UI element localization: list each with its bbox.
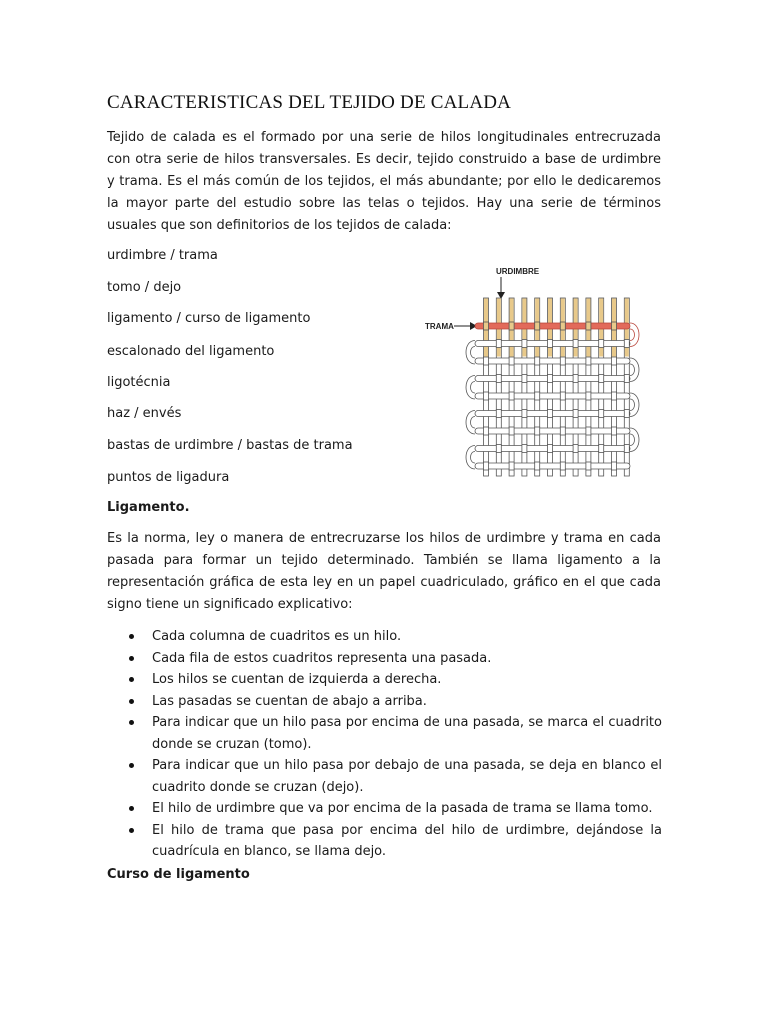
page-title: CARACTERISTICAS DEL TEJIDO DE CALADA: [107, 92, 512, 113]
warp-over-point: [548, 340, 553, 348]
warp-over-point: [484, 357, 489, 365]
warp-over-point: [548, 410, 553, 418]
weft-thread: [475, 463, 630, 469]
term-item: haz / envés: [107, 406, 182, 421]
warp-over-point: [522, 340, 527, 348]
weft-turn-loop: [471, 417, 476, 429]
term-item: urdimbre / trama: [107, 248, 218, 263]
bullet-dot: [129, 806, 134, 811]
section-heading-ligamento: Ligamento.: [107, 500, 190, 515]
list-item: Para indicar que un hilo pasa por debajo de una pasada, se deja en blanco el cuadrito donde se cruzan (dejo).: [128, 755, 662, 798]
list-item: Cada columna de cuadritos es un hilo.: [128, 626, 662, 648]
warp-over-point: [560, 357, 565, 365]
warp-over-point: [560, 392, 565, 400]
warp-over-point: [535, 357, 540, 365]
warp-over-point: [560, 427, 565, 435]
ligamento-bullet-list: [128, 626, 662, 863]
weft-turn-loop: [630, 434, 635, 446]
weft-turn-loop: [630, 364, 635, 376]
term-item: puntos de ligadura: [107, 470, 230, 485]
warp-over-point: [509, 357, 514, 365]
warp-over-point: [612, 427, 617, 435]
weft-thread: [475, 358, 630, 364]
warp-over-point: [484, 462, 489, 470]
warp-over-point: [573, 340, 578, 348]
urdimbre-label: URDIMBRE: [496, 267, 540, 276]
list-item: Las pasadas se cuentan de abajo a arriba.: [128, 691, 662, 713]
warp-over-point: [535, 462, 540, 470]
warp-over-point: [522, 445, 527, 453]
warp-over-point: [624, 375, 629, 383]
warp-over-point: [509, 427, 514, 435]
bullet-dot: [129, 763, 134, 768]
bullet-dot: [129, 699, 134, 704]
warp-over-point: [599, 340, 604, 348]
warp-over-point: [509, 322, 514, 330]
warp-over-point: [624, 340, 629, 348]
warp-over-point: [496, 375, 501, 383]
warp-over-point: [560, 462, 565, 470]
warp-over-point: [509, 462, 514, 470]
warp-over-point: [599, 410, 604, 418]
ligamento-paragraph: Es la norma, ley o manera de entrecruzarse los hilos de urdimbre y trama en cada pasada para formar un tejido determinado. También se llama ligamento a la representación gráfica de esta ley en un papel cuadriculado, gráfico en el que cada signo tiene un significado explicativo:: [107, 531, 661, 612]
term-item: escalonado del ligamento: [107, 344, 275, 359]
warp-over-point: [624, 410, 629, 418]
warp-over-point: [599, 375, 604, 383]
warp-over-point: [586, 462, 591, 470]
weft-turn-loop: [471, 382, 476, 394]
bullet-dot: [129, 677, 134, 682]
warp-over-point: [522, 410, 527, 418]
warp-over-point: [612, 462, 617, 470]
warp-over-point: [586, 357, 591, 365]
weft-turn-loop: [630, 399, 635, 411]
list-item: Para indicar que un hilo pasa por encima de una pasada, se marca el cuadrito donde se cruzan (tomo).: [128, 712, 662, 755]
warp-over-point: [560, 322, 565, 330]
warp-over-point: [535, 392, 540, 400]
warp-over-point: [586, 392, 591, 400]
trama-label: TRAMA: [425, 322, 454, 331]
warp-over-point: [573, 375, 578, 383]
weft-turn-loop: [471, 347, 476, 359]
list-item: Los hilos se cuentan de izquierda a derecha.: [128, 669, 662, 691]
warp-over-point: [573, 410, 578, 418]
warp-over-point: [548, 375, 553, 383]
section-heading-curso: Curso de ligamento: [107, 867, 250, 882]
warp-over-point: [586, 427, 591, 435]
warp-over-point: [496, 445, 501, 453]
term-item: ligamento / curso de ligamento: [107, 311, 311, 326]
weave-diagram: [420, 262, 640, 484]
warp-over-point: [612, 322, 617, 330]
weave-illustration: [420, 262, 640, 484]
weft-thread: [475, 393, 630, 399]
warp-over-point: [484, 392, 489, 400]
weave-grid: [466, 298, 639, 476]
bullet-dot: [129, 720, 134, 725]
weft-thread: [475, 428, 630, 434]
warp-over-point: [484, 322, 489, 330]
intro-paragraph: Tejido de calada es el formado por una serie de hilos longitudinales entrecruzada con otra serie de hilos transversales. Es decir, tejido construido a base de urdimbre y trama. Es el más común de los tejidos, el más abundante; por ello le dedicaremos la mayor parte del estudio sobre las telas o tejidos. Hay una serie de términos usuales que son definitorios de los tejidos de calada:: [107, 130, 661, 233]
warp-over-point: [586, 322, 591, 330]
term-item: tomo / dejo: [107, 280, 182, 295]
warp-over-point: [522, 375, 527, 383]
list-item: Cada fila de estos cuadritos representa una pasada.: [128, 648, 662, 670]
term-item: ligotécnia: [107, 375, 171, 390]
warp-over-point: [496, 340, 501, 348]
weft-turn-loop: [630, 329, 635, 341]
list-item: El hilo de trama que pasa por encima del hilo de urdimbre, dejándose la cuadrícula en blanco, se llama dejo.: [128, 820, 662, 863]
warp-over-point: [535, 427, 540, 435]
bullet-dot: [129, 828, 134, 833]
weft-turn-loop: [471, 452, 476, 464]
warp-over-point: [573, 445, 578, 453]
bullet-dot: [129, 656, 134, 661]
warp-over-point: [612, 357, 617, 365]
list-item: El hilo de urdimbre que va por encima de la pasada de trama se llama tomo.: [128, 798, 662, 820]
warp-over-point: [496, 410, 501, 418]
warp-over-point: [612, 392, 617, 400]
term-item: bastas de urdimbre / bastas de trama: [107, 438, 353, 453]
warp-over-point: [484, 427, 489, 435]
warp-over-point: [548, 445, 553, 453]
warp-over-point: [624, 445, 629, 453]
weft-thread-highlighted: [475, 323, 630, 329]
warp-over-point: [599, 445, 604, 453]
bullet-dot: [129, 634, 134, 639]
warp-over-point: [535, 322, 540, 330]
warp-over-point: [509, 392, 514, 400]
